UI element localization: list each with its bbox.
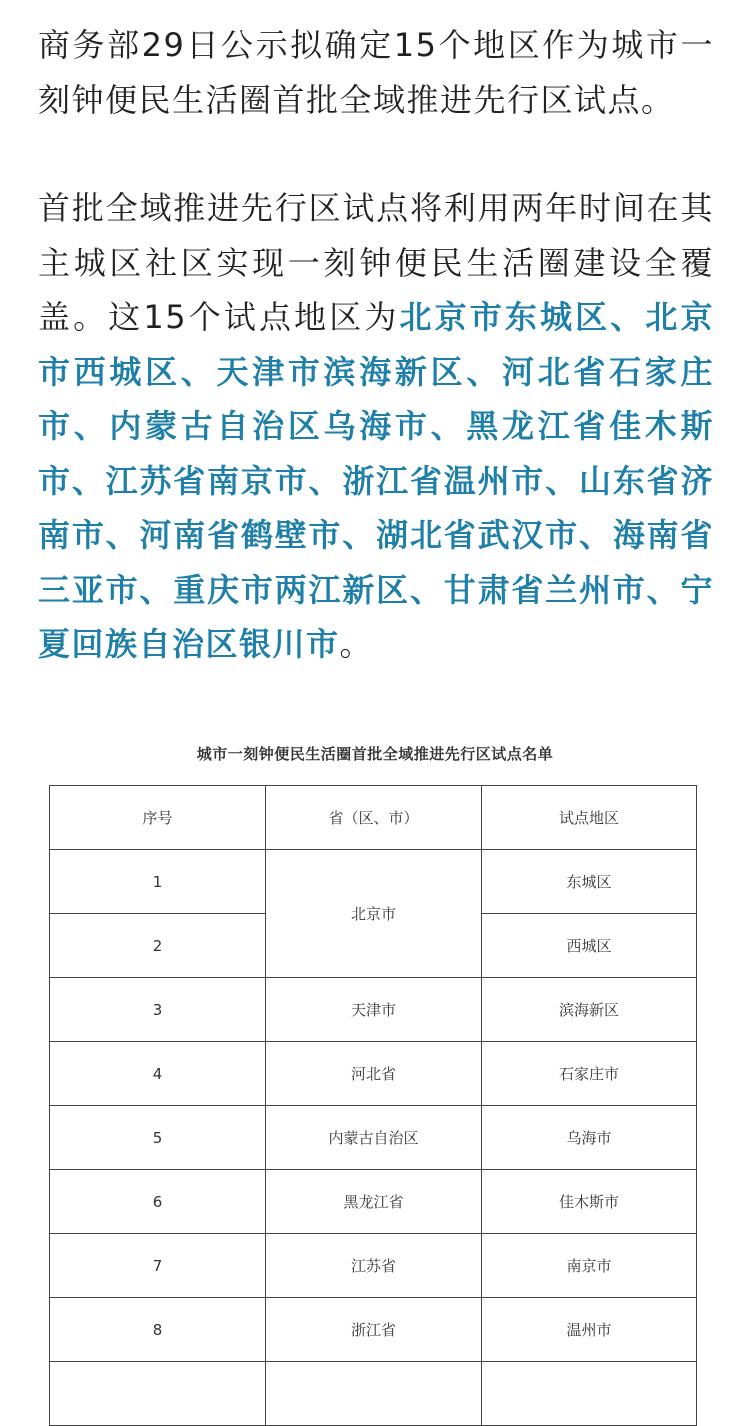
table-title: 城市一刻钟便民生活圈首批全域推进先行区试点名单 bbox=[196, 745, 554, 763]
cell-area: 南京市 bbox=[482, 1234, 697, 1298]
pilot-list-table bbox=[49, 785, 697, 1426]
cell-empty bbox=[50, 1362, 266, 1426]
paragraph-end-punct: 。 bbox=[339, 625, 374, 663]
cell-area: 西城区 bbox=[482, 914, 697, 978]
cell-no: 5 bbox=[50, 1106, 266, 1170]
table-row-partial bbox=[50, 1362, 697, 1426]
cell-no: 2 bbox=[50, 914, 266, 978]
pilot-regions-highlight: 北京市东城区、北京市西城区、天津市滨海新区、河北省石家庄市、内蒙古自治区乌海市、黑龙江省佳木斯市、江苏省南京市、浙江省温州市、山东省济南市、河南省鹤壁市、湖北省武汉市、海南省三亚市、重庆市两江新区、甘肃省兰州市、宁夏回族自治区银川市 bbox=[38, 298, 714, 663]
cell-province: 河北省 bbox=[266, 1042, 482, 1106]
cell-area: 东城区 bbox=[482, 850, 697, 914]
cell-empty bbox=[482, 1362, 697, 1426]
header-no: 序号 bbox=[50, 786, 266, 850]
cell-no: 8 bbox=[50, 1298, 266, 1362]
cell-no: 3 bbox=[50, 978, 266, 1042]
table-row bbox=[50, 1106, 697, 1170]
article-body bbox=[38, 18, 714, 672]
cell-province: 内蒙古自治区 bbox=[266, 1106, 482, 1170]
paragraph-lead-text: 首批全域推进先行区试点将利用两年时间在其主城区社区实现一刻钟便民生活圈建设全覆盖。这15个试点地区为 bbox=[38, 189, 714, 336]
cell-no: 4 bbox=[50, 1042, 266, 1106]
cell-province: 黑龙江省 bbox=[266, 1170, 482, 1234]
article-paragraph-1: 商务部29日公示拟确定15个地区作为城市一刻钟便民生活圈首批全域推进先行区试点。 bbox=[38, 26, 714, 119]
cell-no: 6 bbox=[50, 1170, 266, 1234]
cell-empty bbox=[266, 1362, 482, 1426]
table-row bbox=[50, 978, 697, 1042]
cell-area: 滨海新区 bbox=[482, 978, 697, 1042]
cell-province: 浙江省 bbox=[266, 1298, 482, 1362]
cell-area: 乌海市 bbox=[482, 1106, 697, 1170]
cell-province: 北京市 bbox=[266, 850, 482, 978]
cell-area: 温州市 bbox=[482, 1298, 697, 1362]
table-header-row bbox=[50, 786, 697, 850]
table-row bbox=[50, 850, 697, 914]
cell-no: 1 bbox=[50, 850, 266, 914]
cell-area: 佳木斯市 bbox=[482, 1170, 697, 1234]
table-row bbox=[50, 1298, 697, 1362]
cell-province: 天津市 bbox=[266, 978, 482, 1042]
article-paragraph-2 bbox=[38, 181, 714, 672]
cell-no: 7 bbox=[50, 1234, 266, 1298]
cell-area: 石家庄市 bbox=[482, 1042, 697, 1106]
header-area: 试点地区 bbox=[482, 786, 697, 850]
table-row bbox=[50, 1042, 697, 1106]
header-province: 省（区、市） bbox=[266, 786, 482, 850]
cell-province: 江苏省 bbox=[266, 1234, 482, 1298]
table-row bbox=[50, 1170, 697, 1234]
table-row bbox=[50, 1234, 697, 1298]
